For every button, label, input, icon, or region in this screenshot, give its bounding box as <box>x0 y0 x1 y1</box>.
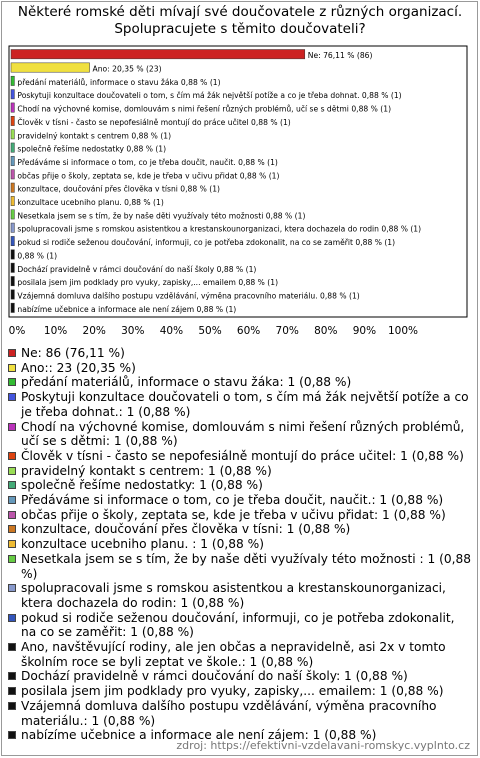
legend-swatch <box>8 423 16 431</box>
legend-swatch <box>8 452 16 460</box>
legend-label: Ne: 86 (76,11 %) <box>21 346 125 360</box>
legend-item <box>7 478 473 493</box>
legend-label: Poskytuji konzultace doučovateli o tom, s čím má žák největší potíže a co je třeba dohnat.: 1 (0,88 %) <box>21 390 469 419</box>
bar-4 <box>11 103 14 112</box>
legend-label: společně řešíme nedostatky: 1 (0,88 %) <box>21 478 263 493</box>
legend-label: konzultace, doučování přes člověka v tísni: 1 (0,88 %) <box>21 522 351 537</box>
legend-swatch <box>8 540 16 548</box>
bar-0 <box>11 50 305 59</box>
legend-label: spolupracovali jsme s romskou asistentkou a krestanskounorganizaci, ktera dochazela do rodin: 1 (0,88 %) <box>21 581 446 610</box>
legend-swatch <box>8 349 16 357</box>
legend-item <box>7 420 473 449</box>
legend-item <box>7 361 473 376</box>
legend-item <box>7 390 473 419</box>
bar-19 <box>11 303 14 312</box>
legend-swatch <box>8 393 16 401</box>
bar-label-9: občas přije o školy, zeptata se, kde je třeba v učivu přidat 0,88 % (1) <box>17 171 280 181</box>
legend-label: pokud si rodiče seženou doučování, informuji, co je potřeba zdokonalit, na co se zaměřit: 1 (0,88 %) <box>21 610 455 640</box>
bar-6 <box>11 130 14 139</box>
chart-title-line-2: Spolupracujete s těmito doučovateli? <box>114 21 366 37</box>
legend-swatch <box>8 643 16 651</box>
bar-17 <box>11 276 14 285</box>
legend-label: konzultace ucebniho planu. : 1 (0,88 %) <box>21 537 264 552</box>
bar-5 <box>11 116 14 125</box>
x-tick-label: 30% <box>121 325 145 337</box>
legend-swatch <box>8 687 16 695</box>
bar-label-16: Dochází pravidelně v rámci doučování do naší školy 0,88 % (1) <box>17 264 257 274</box>
bar-9 <box>11 170 14 179</box>
bar-18 <box>11 290 14 299</box>
bar-label-15: 0,88 % (1) <box>17 251 58 261</box>
legend-item <box>7 669 473 684</box>
chart-legend <box>7 346 473 743</box>
bar-3 <box>11 90 14 99</box>
bar-label-1: Ano: 20,35 % (23) <box>92 64 162 74</box>
legend-swatch <box>8 584 16 592</box>
bar-2 <box>11 76 14 85</box>
legend-swatch <box>8 525 16 533</box>
legend-label: pravidelný kontakt s centrem: 1 (0,88 %) <box>21 463 272 478</box>
legend-label: Ano, navštěvující rodiny, ale jen občas a nepravidelně, asi 2x v tomto školním roce se byli zeptat ve škole.: 1 (0,88 %) <box>21 640 446 669</box>
bar-label-3: Poskytuji konzultace doučovateli o tom, s čím má žák největší potíže a co je třeba dohnat. 0,88 % (1) <box>17 91 402 101</box>
legend-label: Předáváme si informace o tom, co je třeba doučit, naučit.: 1 (0,88 %) <box>21 493 444 508</box>
bar-label-17: posilala jsem jim podklady pro vyuky, zapisky,... emailem 0,88 % (1) <box>17 278 279 288</box>
x-tick-label: 40% <box>159 325 184 337</box>
bar-label-4: Chodí na výchovné komise, domlouvám s nimi řešení různých problémů, učí se s dětmi 0,88 % (1) <box>17 104 392 114</box>
legend-label: posilala jsem jim podklady pro vyuky, zapisky,... emailem: 1 (0,88 %) <box>21 684 444 699</box>
legend-swatch <box>8 364 16 372</box>
x-tick-label: 60% <box>236 325 261 337</box>
legend-label: Chodí na výchovné komise, domlouvám s nimi řešení různých problémů, učí se s dětmi: 1 (0,88 %) <box>21 419 465 449</box>
bar-label-18: Vzájemná domluva dalšího postupu vzdělávání, výměna pracovního materiálu. 0,88 % (1) <box>17 291 360 301</box>
legend-item <box>7 537 473 552</box>
legend-swatch <box>8 481 16 489</box>
legend-label: nabízíme učebnice a informace ale není zájem: 1 (0,88 %) <box>21 728 377 743</box>
legend-swatch <box>8 731 16 739</box>
bar-label-7: společně řešíme nedostatky 0,88 % (1) <box>17 144 167 154</box>
bar-label-14: pokud si rodiče seženou doučování, informuji, co je potřeba zdokonalit, na co se zaměřit 0,88 % (1) <box>17 238 396 248</box>
legend-item <box>7 552 473 581</box>
legend-item <box>7 699 473 728</box>
x-tick-label: 10% <box>43 325 68 337</box>
legend-item <box>7 581 473 610</box>
legend-item <box>7 375 473 390</box>
bar-label-13: spolupracovali jsme s romskou asistentkou a krestanskounorganizaci, ktera dochazela do rodin 0,88 % (1) <box>17 224 422 234</box>
legend-swatch <box>8 672 16 680</box>
bar-label-2: předání materiálů, informace o stavu žáka 0,88 % (1) <box>17 77 221 87</box>
bar-label-10: konzultace, doučování přes člověka v tísni 0,88 % (1) <box>17 184 221 194</box>
bar-12 <box>11 210 14 219</box>
x-tick-label: 70% <box>275 325 299 337</box>
source-footer: zdroj: https://efektivni-vzdelavani-romskyc.vyplnto.cz <box>176 739 470 752</box>
bar-15 <box>11 250 14 259</box>
bar-13 <box>11 223 14 232</box>
bar-label-8: Předáváme si informace o tom, co je třeba doučit, naučit. 0,88 % (1) <box>17 157 278 167</box>
x-tick-label: 20% <box>82 325 106 337</box>
bar-8 <box>11 156 14 165</box>
legend-swatch <box>8 555 16 563</box>
legend-item <box>7 611 473 640</box>
legend-swatch <box>8 467 16 475</box>
bar-10 <box>11 183 14 192</box>
bar-label-5: Člověk v tísni - často se nepofesiálně montují do práce učitel 0,88 % (1) <box>17 117 291 127</box>
legend-swatch <box>8 378 16 386</box>
legend-label: Ano:: 23 (20,35 %) <box>21 360 136 375</box>
x-tick-label: 50% <box>198 325 222 337</box>
legend-item <box>7 464 473 479</box>
bar-label-6: pravidelný kontakt s centrem 0,88 % (1) <box>17 131 172 141</box>
x-tick-label: 90% <box>352 325 377 337</box>
legend-item <box>7 684 473 699</box>
bar-label-12: Nesetkala jsem se s tím, že by naše děti využívaly této možnosti 0,88 % (1) <box>17 211 306 221</box>
legend-label: Nesetkala jsem se s tím, že by naše děti využívaly této možnosti : 1 (0,88 %) <box>21 551 472 581</box>
legend-label: Člověk v tísni - často se nepofesiálně montují do práce učitel: 1 (0,88 %) <box>21 448 464 463</box>
legend-swatch <box>8 496 16 504</box>
x-tick-label: 0% <box>8 325 26 337</box>
bar-label-19: nabízíme učebnice a informace ale není zájem 0,88 % (1) <box>17 304 237 314</box>
legend-item <box>7 640 473 669</box>
bar-label-0: Ne: 76,11 % (86) <box>307 51 373 61</box>
legend-item <box>7 508 473 523</box>
bar-label-11: konzultace ucebniho planu. 0,88 % (1) <box>17 198 164 207</box>
legend-label: předání materiálů, informace o stavu žáka: 1 (0,88 %) <box>21 375 352 390</box>
legend-item <box>7 522 473 537</box>
x-tick-label: 100% <box>387 325 419 337</box>
bar-14 <box>11 236 14 245</box>
bar-1 <box>11 63 90 72</box>
legend-swatch <box>8 614 16 622</box>
legend-swatch <box>8 702 16 710</box>
chart-title-line-1: Některé romské děti mívají své doučovatele z různých organizací. <box>17 4 463 20</box>
bar-7 <box>11 143 14 152</box>
legend-item <box>7 449 473 464</box>
legend-label: Dochází pravidelně v rámci doučování do naší školy: 1 (0,88 %) <box>21 669 408 684</box>
bar-16 <box>11 263 14 272</box>
legend-swatch <box>8 511 16 519</box>
legend-label: Vzájemná domluva dalšího postupu vzdělávání, výměna pracovního materiálu.: 1 (0,88 %) <box>21 698 437 728</box>
legend-label: občas přije o školy, zeptata se, kde je třeba v učivu přidat: 1 (0,88 %) <box>21 507 446 522</box>
x-tick-label: 80% <box>314 325 338 337</box>
legend-item <box>7 346 473 361</box>
bar-chart <box>0 0 480 340</box>
legend-item <box>7 493 473 508</box>
bar-11 <box>11 196 14 205</box>
